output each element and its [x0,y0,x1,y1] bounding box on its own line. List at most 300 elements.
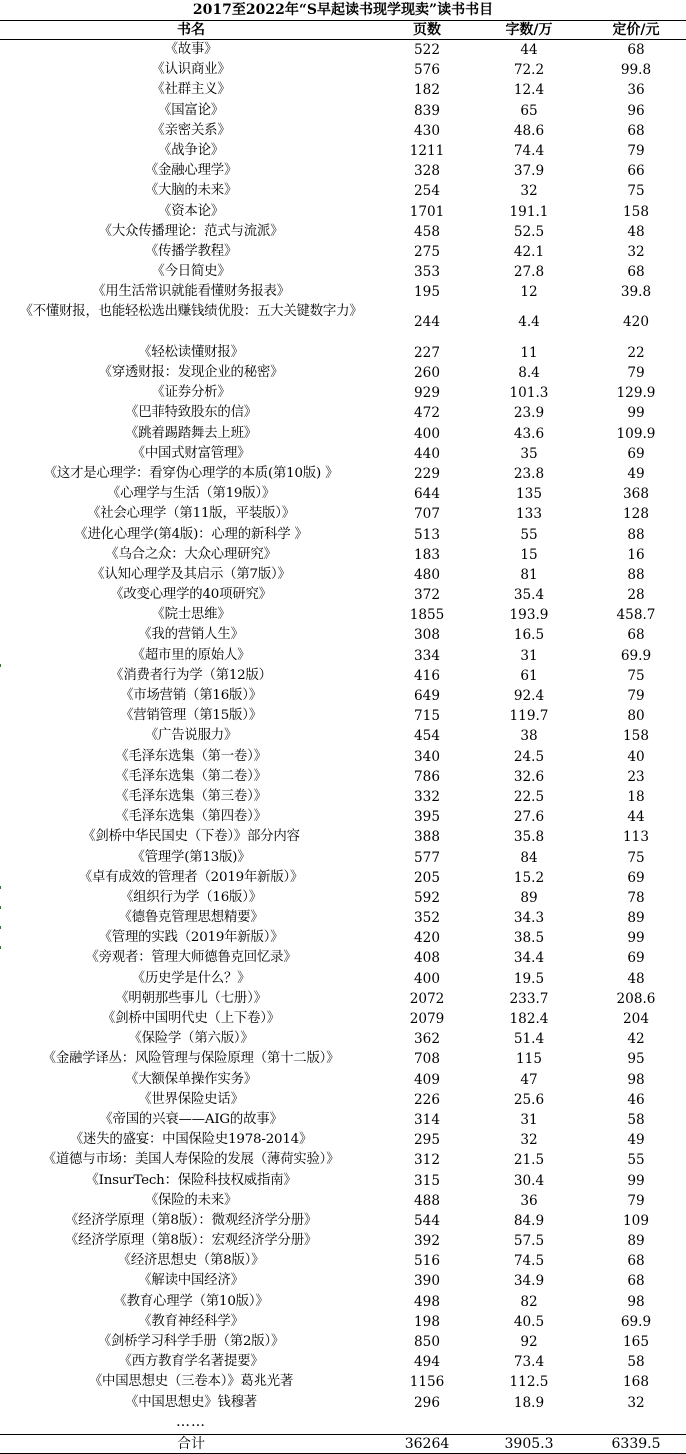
price-cell: 99 [627,405,645,422]
total-pages: 36264 [404,1436,450,1452]
words-cell: 12.4 [513,82,545,99]
book-name-cell: 《毛泽东选集（第二卷）》 [115,768,267,784]
cell-marker [0,664,4,667]
price-cell: 89 [627,910,645,927]
words-cell: 22.5 [513,788,545,805]
pages-cell: 352 [414,910,440,927]
book-name-cell: 《这才是心理学：看穿伪心理学的本质(第10版) 》 [43,465,339,481]
table-row [0,101,686,121]
words-cell: 24.5 [513,748,545,765]
price-cell: 32 [627,1394,645,1411]
price-cell: 68 [627,122,645,139]
book-name-cell: 《超市里的原始人》 [131,647,251,663]
table-row [0,1171,686,1191]
words-cell: 4.4 [518,314,540,331]
book-name-cell: 《我的营销人生》 [138,627,244,643]
price-cell: 129.9 [616,385,656,402]
price-cell: 69 [627,445,645,462]
price-cell: 80 [627,708,645,725]
table-row [0,545,686,565]
pages-cell: 2079 [409,1011,445,1028]
book-name-cell: 《传播学教程》 [144,243,238,259]
price-cell: 46 [627,1091,645,1108]
price-cell: 49 [627,465,645,482]
price-cell: 68 [627,1273,645,1290]
table-row [0,242,686,262]
table-row [0,121,686,141]
price-cell: 78 [627,889,645,906]
book-name-cell: 《今日简史》 [151,264,231,280]
table-row [0,827,686,847]
table-row [0,605,686,625]
words-cell: 182.4 [509,1011,549,1028]
price-cell: 75 [627,183,645,200]
table-row [0,1150,686,1170]
price-cell: 66 [627,163,645,180]
pages-cell: 227 [414,344,440,361]
table-row [0,141,686,161]
table-row [0,40,686,60]
pages-cell: 929 [414,385,440,402]
book-name-cell: 《帝国的兴衰——AIG的故事》 [99,1111,283,1127]
book-name-cell: 《组织行为学（16版）》 [120,889,262,905]
pages-cell: 416 [414,667,440,684]
price-cell: 69.9 [620,647,652,664]
words-cell: 89 [520,889,538,906]
price-cell: 109 [623,1212,649,1229]
book-name-cell: 《明朝那些事儿（七册）》 [115,990,267,1006]
pages-cell: 340 [414,748,440,765]
pages-cell: 649 [414,688,440,705]
pages-cell: 708 [414,1051,440,1068]
words-cell: 23.8 [513,465,545,482]
total-row [0,1434,686,1454]
words-cell: 40.5 [513,1313,545,1330]
book-name-cell: 《轻松读懂财报》 [138,344,244,360]
words-cell: 34.9 [513,1273,545,1290]
pages-cell: 308 [414,627,440,644]
words-cell: 11 [520,344,538,361]
table-row [0,1110,686,1130]
book-name-cell: 《战争论》 [158,142,224,158]
table-row [0,928,686,948]
words-cell: 18.9 [513,1394,545,1411]
table-row [0,666,686,686]
pages-cell: 254 [414,183,440,200]
words-cell: 112.5 [509,1374,549,1391]
price-cell: 40 [627,748,645,765]
book-name-cell: 《管理学(第13版)》 [131,849,251,865]
table-row [0,363,686,383]
price-cell: 204 [623,1011,649,1028]
pages-cell: 332 [414,788,440,805]
words-cell: 31 [520,647,538,664]
table-row [0,706,686,726]
book-name-cell: 《解读中国经济》 [138,1273,244,1289]
price-cell: 128 [623,506,649,523]
table-row [0,565,686,585]
price-cell: 88 [627,526,645,543]
table-row [0,1090,686,1110]
words-cell: 36 [520,1192,538,1209]
words-cell: 92.4 [513,688,545,705]
table-row [0,60,686,80]
price-cell: 79 [627,688,645,705]
total-words: 3905.3 [504,1436,554,1452]
book-name-cell: 《穿透财报：发现企业的秘密》 [98,365,284,381]
book-name-cell: 《中国思想史（三卷本）》葛兆光著 [88,1374,294,1390]
table-row [0,1211,686,1231]
table-row [0,1009,686,1029]
header-words: 字数/万 [505,22,553,38]
words-cell: 31 [520,1111,538,1128]
price-cell: 28 [627,587,645,604]
book-name-cell: 《不懂财报，也能轻松选出赚钱绩优股：五大关键数字力》 [19,304,363,320]
words-cell: 15.2 [513,869,545,886]
table-row [0,444,686,464]
book-name-cell: 《德鲁克管理思想精要》 [118,910,264,926]
price-cell: 39.8 [620,284,652,301]
book-name-cell: 《市场营销（第16版）》 [120,688,262,704]
pages-cell: 430 [414,122,440,139]
book-name-cell: 《教育神经科学》 [138,1313,244,1329]
words-cell: 35.8 [513,829,545,846]
book-name-cell: 《历史学是什么？》 [131,970,251,986]
price-cell: 458.7 [616,607,656,624]
pages-cell: 388 [414,829,440,846]
words-cell: 37.9 [513,163,545,180]
book-name-cell: 《国富论》 [158,102,224,118]
pages-cell: 544 [414,1212,440,1229]
table-row [0,1049,686,1069]
table-row [0,181,686,201]
table-row [0,383,686,403]
book-name-cell: 《营销管理（第15版）》 [120,708,262,724]
pages-cell: 1701 [409,203,445,220]
pages-cell: 516 [414,1253,440,1270]
pages-cell: 420 [414,930,440,947]
book-name-cell: 《卓有成效的管理者（2019年新版）》 [78,869,304,885]
pages-cell: 577 [414,849,440,866]
price-cell: 69 [627,869,645,886]
pages-cell: 244 [414,314,440,331]
book-name-cell: 《亲密关系》 [151,122,231,138]
pages-cell: 314 [414,1111,440,1128]
price-cell: 95 [627,1051,645,1068]
pages-cell: 229 [414,465,440,482]
pages-cell: 1211 [409,142,445,159]
table-row [0,1130,686,1150]
book-name-cell: 《社群主义》 [151,82,231,98]
book-name-cell: 《毛泽东选集（第三卷）》 [115,788,267,804]
words-cell: 233.7 [509,990,549,1007]
table-row [0,625,686,645]
words-cell: 35.4 [513,587,545,604]
pages-cell: 409 [414,1071,440,1088]
price-cell: 158 [623,203,649,220]
words-cell: 42.1 [513,243,545,260]
table-row [0,1070,686,1090]
table-row [0,585,686,605]
words-cell: 84.9 [513,1212,545,1229]
table-row [0,888,686,908]
price-cell: 48 [627,970,645,987]
book-name-cell: 《跳着踢踏舞去上班》 [125,425,257,441]
pages-cell: 839 [414,102,440,119]
price-cell: 75 [627,849,645,866]
header-row [0,20,686,40]
price-cell: 22 [627,344,645,361]
words-cell: 119.7 [509,708,549,725]
price-cell: 208.6 [616,990,656,1007]
pages-cell: 295 [414,1132,440,1149]
price-cell: 16 [627,546,645,563]
words-cell: 32 [520,183,538,200]
table-row [0,1231,686,1251]
words-cell: 72.2 [513,62,545,79]
words-cell: 133 [516,506,542,523]
pages-cell: 592 [414,889,440,906]
words-cell: 81 [520,566,538,583]
words-cell: 82 [520,1293,538,1310]
words-cell: 101.3 [509,385,549,402]
words-cell: 21.5 [513,1152,545,1169]
book-name-cell: 《资本论》 [158,203,224,219]
book-name-cell: 《剑桥学习科学手册（第2版）》 [97,1334,285,1350]
words-cell: 34.4 [513,950,545,967]
book-name-cell: 《大额保单操作实务》 [125,1071,257,1087]
book-name-cell: 《迷失的盛宴：中国保险史1978-2014》 [69,1132,313,1148]
pages-cell: 513 [414,526,440,543]
words-cell: 30.4 [513,1172,545,1189]
pages-cell: 498 [414,1293,440,1310]
table-row [0,302,686,342]
pages-cell: 195 [414,284,440,301]
price-cell: 49 [627,1132,645,1149]
table-row [0,787,686,807]
book-name-cell: 《世界保险史话》 [138,1091,244,1107]
price-cell: 368 [623,486,649,503]
table-row [0,868,686,888]
words-cell: 34.3 [513,910,545,927]
table-row [0,161,686,181]
book-name-cell: 《金融心理学》 [144,163,238,179]
pages-cell: 408 [414,950,440,967]
table-row [0,222,686,242]
pages-cell: 458 [414,223,440,240]
price-cell: 89 [627,1233,645,1250]
table-row [0,1029,686,1049]
price-cell: 55 [627,1152,645,1169]
table-row [0,1251,686,1271]
book-name-cell: 《旁观者：管理大师德鲁克回忆录》 [85,950,297,966]
words-cell: 92 [520,1334,538,1351]
words-cell: 15 [520,546,538,563]
table-row [0,1312,686,1332]
words-cell: 44 [520,42,538,58]
words-cell: 193.9 [509,607,549,624]
table-row [0,686,686,706]
pages-cell: 260 [414,365,440,382]
cell-marker [0,906,4,909]
table-row [0,343,686,363]
header-pages: 页数 [413,22,441,38]
words-cell: 23.9 [513,405,545,422]
book-name-cell: 《广告说服力》 [144,728,238,744]
pages-cell: 488 [414,1192,440,1209]
pages-cell: 715 [414,708,440,725]
book-name-cell: 《保险学（第六版）》 [128,1031,254,1047]
words-cell: 38.5 [513,930,545,947]
pages-cell: 2072 [409,990,445,1007]
table-row [0,282,686,302]
words-cell: 38 [520,728,538,745]
price-cell: 99 [627,1172,645,1189]
pages-cell: 315 [414,1172,440,1189]
table-row [0,989,686,1009]
price-cell: 23 [627,768,645,785]
header-book-name: 书名 [177,22,205,38]
words-cell: 25.6 [513,1091,545,1108]
book-name-cell: 《故事》 [164,42,218,57]
words-cell: 74.5 [513,1253,545,1270]
pages-cell: 296 [414,1394,440,1411]
table-row [0,969,686,989]
words-cell: 48.6 [513,122,545,139]
words-cell: 73.4 [513,1354,545,1371]
price-cell: 79 [627,1192,645,1209]
price-cell: 68 [627,627,645,644]
price-cell: 113 [623,829,649,846]
table-row [0,1372,686,1392]
price-cell: 420 [623,314,649,331]
words-cell: 43.6 [513,425,545,442]
words-cell: 61 [520,667,538,684]
words-cell: 65 [520,102,538,119]
book-name-cell: 《毛泽东选集（第一卷）》 [115,748,267,764]
words-cell: 191.1 [509,203,549,220]
table-row [0,646,686,666]
price-cell: 158 [623,728,649,745]
pages-cell: 328 [414,163,440,180]
table-row [0,424,686,444]
table-row [0,504,686,524]
pages-cell: 362 [414,1031,440,1048]
table-row [0,948,686,968]
total-price: 6339.5 [611,1436,661,1452]
pages-cell: 522 [414,42,440,58]
price-cell: 42 [627,1031,645,1048]
pages-cell: 494 [414,1354,440,1371]
price-cell: 98 [627,1293,645,1310]
pages-cell: 472 [414,405,440,422]
pages-cell: 454 [414,728,440,745]
price-cell: 79 [627,142,645,159]
total-label: 合计 [177,1436,205,1452]
table-row [0,908,686,928]
book-name-cell: 《心理学与生活（第19版）》 [106,486,276,502]
pages-cell: 183 [414,546,440,563]
table-row [0,1271,686,1291]
price-cell: 68 [627,1253,645,1270]
header-price: 定价/元 [612,22,660,38]
table-row [0,262,686,282]
words-cell: 135 [516,486,542,503]
book-rows [0,40,686,1413]
book-name-cell: 《保险的未来》 [144,1192,238,1208]
words-cell: 74.4 [513,142,545,159]
price-cell: 69.9 [620,1313,652,1330]
pages-cell: 850 [414,1334,440,1351]
pages-cell: 707 [414,506,440,523]
book-name-cell: 《改变心理学的40项研究》 [110,587,272,603]
price-cell: 109.9 [616,425,656,442]
pages-cell: 392 [414,1233,440,1250]
pages-cell: 312 [414,1152,440,1169]
price-cell: 96 [627,102,645,119]
table-row [0,747,686,767]
table-row [0,1332,686,1352]
words-cell: 55 [520,526,538,543]
pages-cell: 400 [414,425,440,442]
book-name-cell: 《消费者行为学（第12版） [110,667,272,683]
book-name-cell: 《经济学原理（第8版）：微观经济学分册》 [64,1212,318,1228]
words-cell: 16.5 [513,627,545,644]
pages-cell: 400 [414,970,440,987]
pages-cell: 198 [414,1313,440,1330]
price-cell: 58 [627,1111,645,1128]
book-name-cell: 《中国式财富管理》 [131,445,251,461]
book-name-cell: 《社会心理学（第11版，平装版）》 [87,506,295,522]
pages-cell: 182 [414,82,440,99]
table-row [0,807,686,827]
price-cell: 88 [627,566,645,583]
price-cell: 165 [623,1334,649,1351]
pages-cell: 334 [414,647,440,664]
words-cell: 51.4 [513,1031,545,1048]
price-cell: 32 [627,243,645,260]
book-name-cell: 《乌合之众：大众心理研究》 [105,546,277,562]
book-name-cell: 《剑桥中国明代史（上下卷）》 [102,1011,280,1027]
table-row [0,464,686,484]
book-name-cell: 《大众传播理论：范式与流派》 [98,223,284,239]
table-row [0,767,686,787]
words-cell: 57.5 [513,1233,545,1250]
book-name-cell: 《金融学译丛：风险管理与保险原理（第十二版）》 [42,1051,340,1067]
price-cell: 69 [627,950,645,967]
pages-cell: 353 [414,264,440,281]
price-cell: 68 [627,42,645,58]
table-row [0,202,686,222]
book-name-cell: 《西方教育学名著提要》 [118,1354,264,1370]
price-cell: 58 [627,1354,645,1371]
words-cell: 27.6 [513,809,545,826]
price-cell: 99 [627,930,645,947]
table-row [0,848,686,868]
cell-marker [0,926,4,929]
pages-cell: 205 [414,869,440,886]
book-name-cell: 《管理的实践（2019年新版）》 [98,930,284,946]
book-name-cell: 《进化心理学(第4版)：心理的新科学 》 [74,526,308,542]
ellipsis: …… [176,1414,206,1430]
words-cell: 84 [520,849,538,866]
price-cell: 36 [627,82,645,99]
table-row [0,525,686,545]
pages-cell: 275 [414,243,440,260]
price-cell: 75 [627,667,645,684]
book-name-cell: 《院士思维》 [151,607,231,623]
pages-cell: 372 [414,587,440,604]
